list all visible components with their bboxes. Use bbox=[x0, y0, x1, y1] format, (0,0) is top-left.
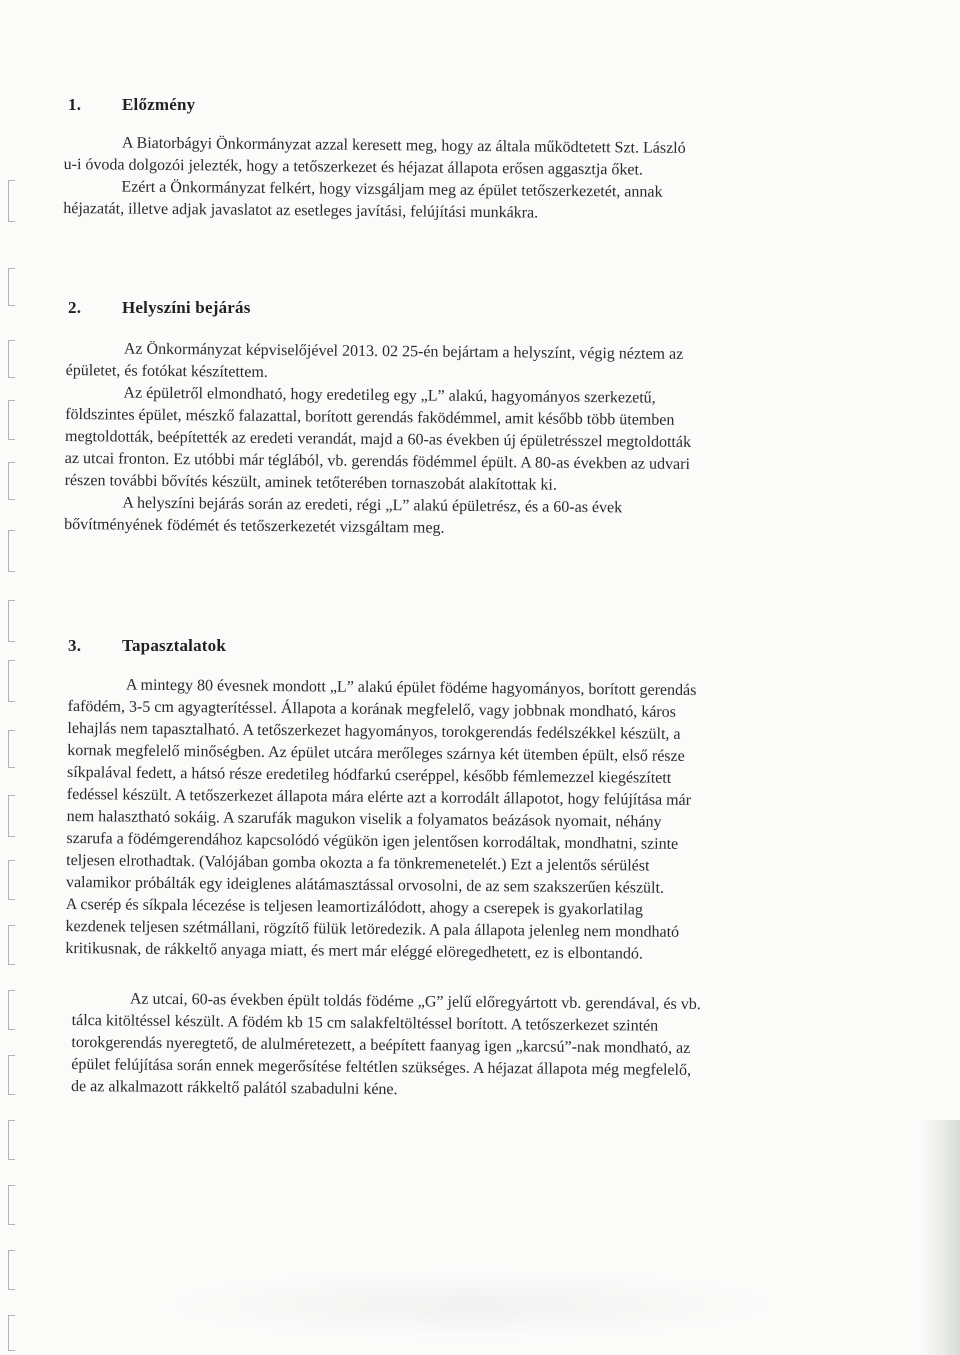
section-2-paragraph bbox=[64, 338, 692, 542]
text-line: kritikusnak, de rákkeltő anyaga miatt, és mert már eléggé elöregedhetett, ez is elbontandó. bbox=[65, 939, 643, 963]
text-line: részen további bővítés készült, aminek tetőterében tornaszobát alakítottak ki. bbox=[64, 471, 557, 494]
text-line: megtoldották, beépítették az eredeti verandát, majd a 60-as években új épületrésszel megtoldották bbox=[64, 427, 692, 452]
text-line: de az alkalmazott rákkeltő palától szabadulni kéne. bbox=[70, 1077, 398, 1099]
text-line: Az utcai, 60-as években épült toldás födéme „G” jelű előregyártott vb. gerendával, és vb. bbox=[129, 990, 701, 1014]
text-line: nem halasztható sokáig. A szarufák magukon viselik a folyamatos beázások nyomait, néhány bbox=[66, 807, 662, 831]
section-heading-2 bbox=[68, 298, 251, 318]
binder-mark bbox=[8, 860, 15, 900]
text-line: A mintegy 80 évesnek mondott „L” alakú épület födéme hagyományos, borított gerendás bbox=[125, 676, 697, 700]
text-line: kezdenek teljesen szétmállani, rögzítő fülük letöredezik. A pala állapota jelenleg nem mondható bbox=[65, 917, 680, 941]
binder-mark bbox=[8, 600, 15, 642]
section-title: Tapasztalatok bbox=[122, 636, 226, 655]
binder-mark bbox=[8, 530, 15, 572]
binder-hole-marks bbox=[0, 0, 30, 1355]
text-line: fedéssel készült. A tetőszerkezet állapota mára elérte azt a korrodált állapotot, hogy felújítása már bbox=[66, 785, 692, 809]
section-heading-1 bbox=[68, 95, 195, 115]
section-number: 3. bbox=[68, 636, 82, 655]
scan-edge-shadow bbox=[920, 1120, 960, 1355]
text-line: A helyszíni bejárás során az eredeti, régi „L” alakú épületrész, és a 60-as évek bbox=[122, 494, 623, 517]
section-title: Helyszíni bejárás bbox=[122, 298, 251, 317]
binder-mark bbox=[8, 1055, 15, 1095]
binder-mark bbox=[8, 660, 15, 702]
text-line: épület felújítása során ennek megerősítése feltétlen szükséges. A héjazat állapota még megfelelő, bbox=[71, 1055, 692, 1079]
text-line: teljesen elrothadtak. (Valójában gomba okozta a fa tönkremenetelét.) Ezt a jelentős sérülést bbox=[66, 851, 650, 875]
binder-mark bbox=[8, 1250, 15, 1290]
bleed-through-smudge bbox=[160, 1270, 780, 1340]
text-line: síkpalával fedett, a hátsó része eredetileg hódfarkú cseréppel, később fémlemezzel kiegészített bbox=[66, 763, 672, 787]
section-number: 2. bbox=[68, 298, 82, 317]
binder-mark bbox=[8, 795, 15, 837]
text-line: bővítményének födémét és tetőszerkezetét vizsgáltam meg. bbox=[64, 515, 445, 537]
text-line: héjazatát, illetve adjak javaslatot az esetleges javítási, felújítási munkákra. bbox=[63, 199, 539, 222]
binder-mark bbox=[8, 730, 15, 768]
text-line: tálca kitöltéssel készült. A födém kb 15 cm salakfeltöltéssel borított. A tetőszerkezet szintén bbox=[71, 1011, 659, 1035]
binder-mark bbox=[8, 400, 15, 440]
binder-mark bbox=[8, 462, 15, 500]
binder-mark bbox=[8, 268, 15, 306]
section-number: 1. bbox=[68, 95, 82, 114]
binder-mark bbox=[8, 925, 15, 965]
binder-mark bbox=[8, 990, 15, 1030]
section-3-paragraph-1 bbox=[65, 674, 696, 966]
text-line: torokgerendás nyeregtető, de alulméretezett, a beépített faanyag igen „karcsú”-nak mondható, az bbox=[71, 1033, 691, 1057]
text-line: A cserép és síkpala lécezése is teljesen leamortizálódott, ahogy a cserepek is gyakorlatilag bbox=[65, 895, 643, 919]
binder-mark bbox=[8, 180, 15, 222]
text-line: földszintes épület, mészkő falazattal, borított gerendás faködémmel, amit később több ütemben bbox=[65, 405, 675, 429]
section-title: Előzmény bbox=[122, 95, 196, 114]
text-line: az utcai fronton. Ez utóbbi már téglából, vb. gerendás födémmel épült. A 80-as években az udvari bbox=[64, 449, 691, 473]
text-line: épületet, és fotókat készítettem. bbox=[65, 361, 268, 381]
text-line: u-i óvoda dolgozói jelezték, hogy a tetőszerkezet és héjazat állapota erősen aggasztja őket. bbox=[63, 155, 644, 179]
text-line: kornak megfelelő minőségben. Az épület utcára merőleges szárnya két ütemben épült, első része bbox=[67, 741, 685, 765]
section-heading-3 bbox=[68, 636, 226, 656]
text-line: valamikor próbálták egy ideiglenes alátámasztással orvosolni, de az sem szakszerűen készült. bbox=[65, 873, 665, 897]
text-line: Ezért a Önkormányzat felkért, hogy vizsgáljam meg az épület tetőszerkezetét, annak bbox=[121, 178, 663, 201]
text-line: A Biatorbágyi Önkormányzat azzal keresett meg, hogy az általa működtetett Szt. László bbox=[121, 134, 686, 157]
binder-mark bbox=[8, 1315, 15, 1351]
binder-mark bbox=[8, 340, 15, 378]
binder-mark bbox=[8, 1120, 15, 1160]
text-line: Az épületről elmondható, hogy eredetileg egy „L” alakú, hagyományos szerkezetű, bbox=[123, 384, 656, 407]
section-3-paragraph-2 bbox=[71, 988, 701, 1104]
text-line: fafödém, 3-5 cm agyagterítéssel. Állapota a korának megfelelő, vagy jobbnak mondható, káros bbox=[67, 697, 676, 721]
text-line: lehajlás nem tapasztalható. A tetőszerkezet hagyományos, torokgerendás fedélszékkel készült, a bbox=[67, 719, 681, 743]
text-line: Az Önkormányzat képviselőjével 2013. 02 25-én bejártam a helyszínt, végig néztem az bbox=[123, 340, 684, 363]
section-1-paragraph bbox=[63, 132, 686, 226]
text-line: szarufa a födémgerendához kapcsolódó végükön igen jelentősen korrodáltak, mondhatni, szinte bbox=[66, 829, 679, 853]
binder-mark bbox=[8, 1185, 15, 1225]
